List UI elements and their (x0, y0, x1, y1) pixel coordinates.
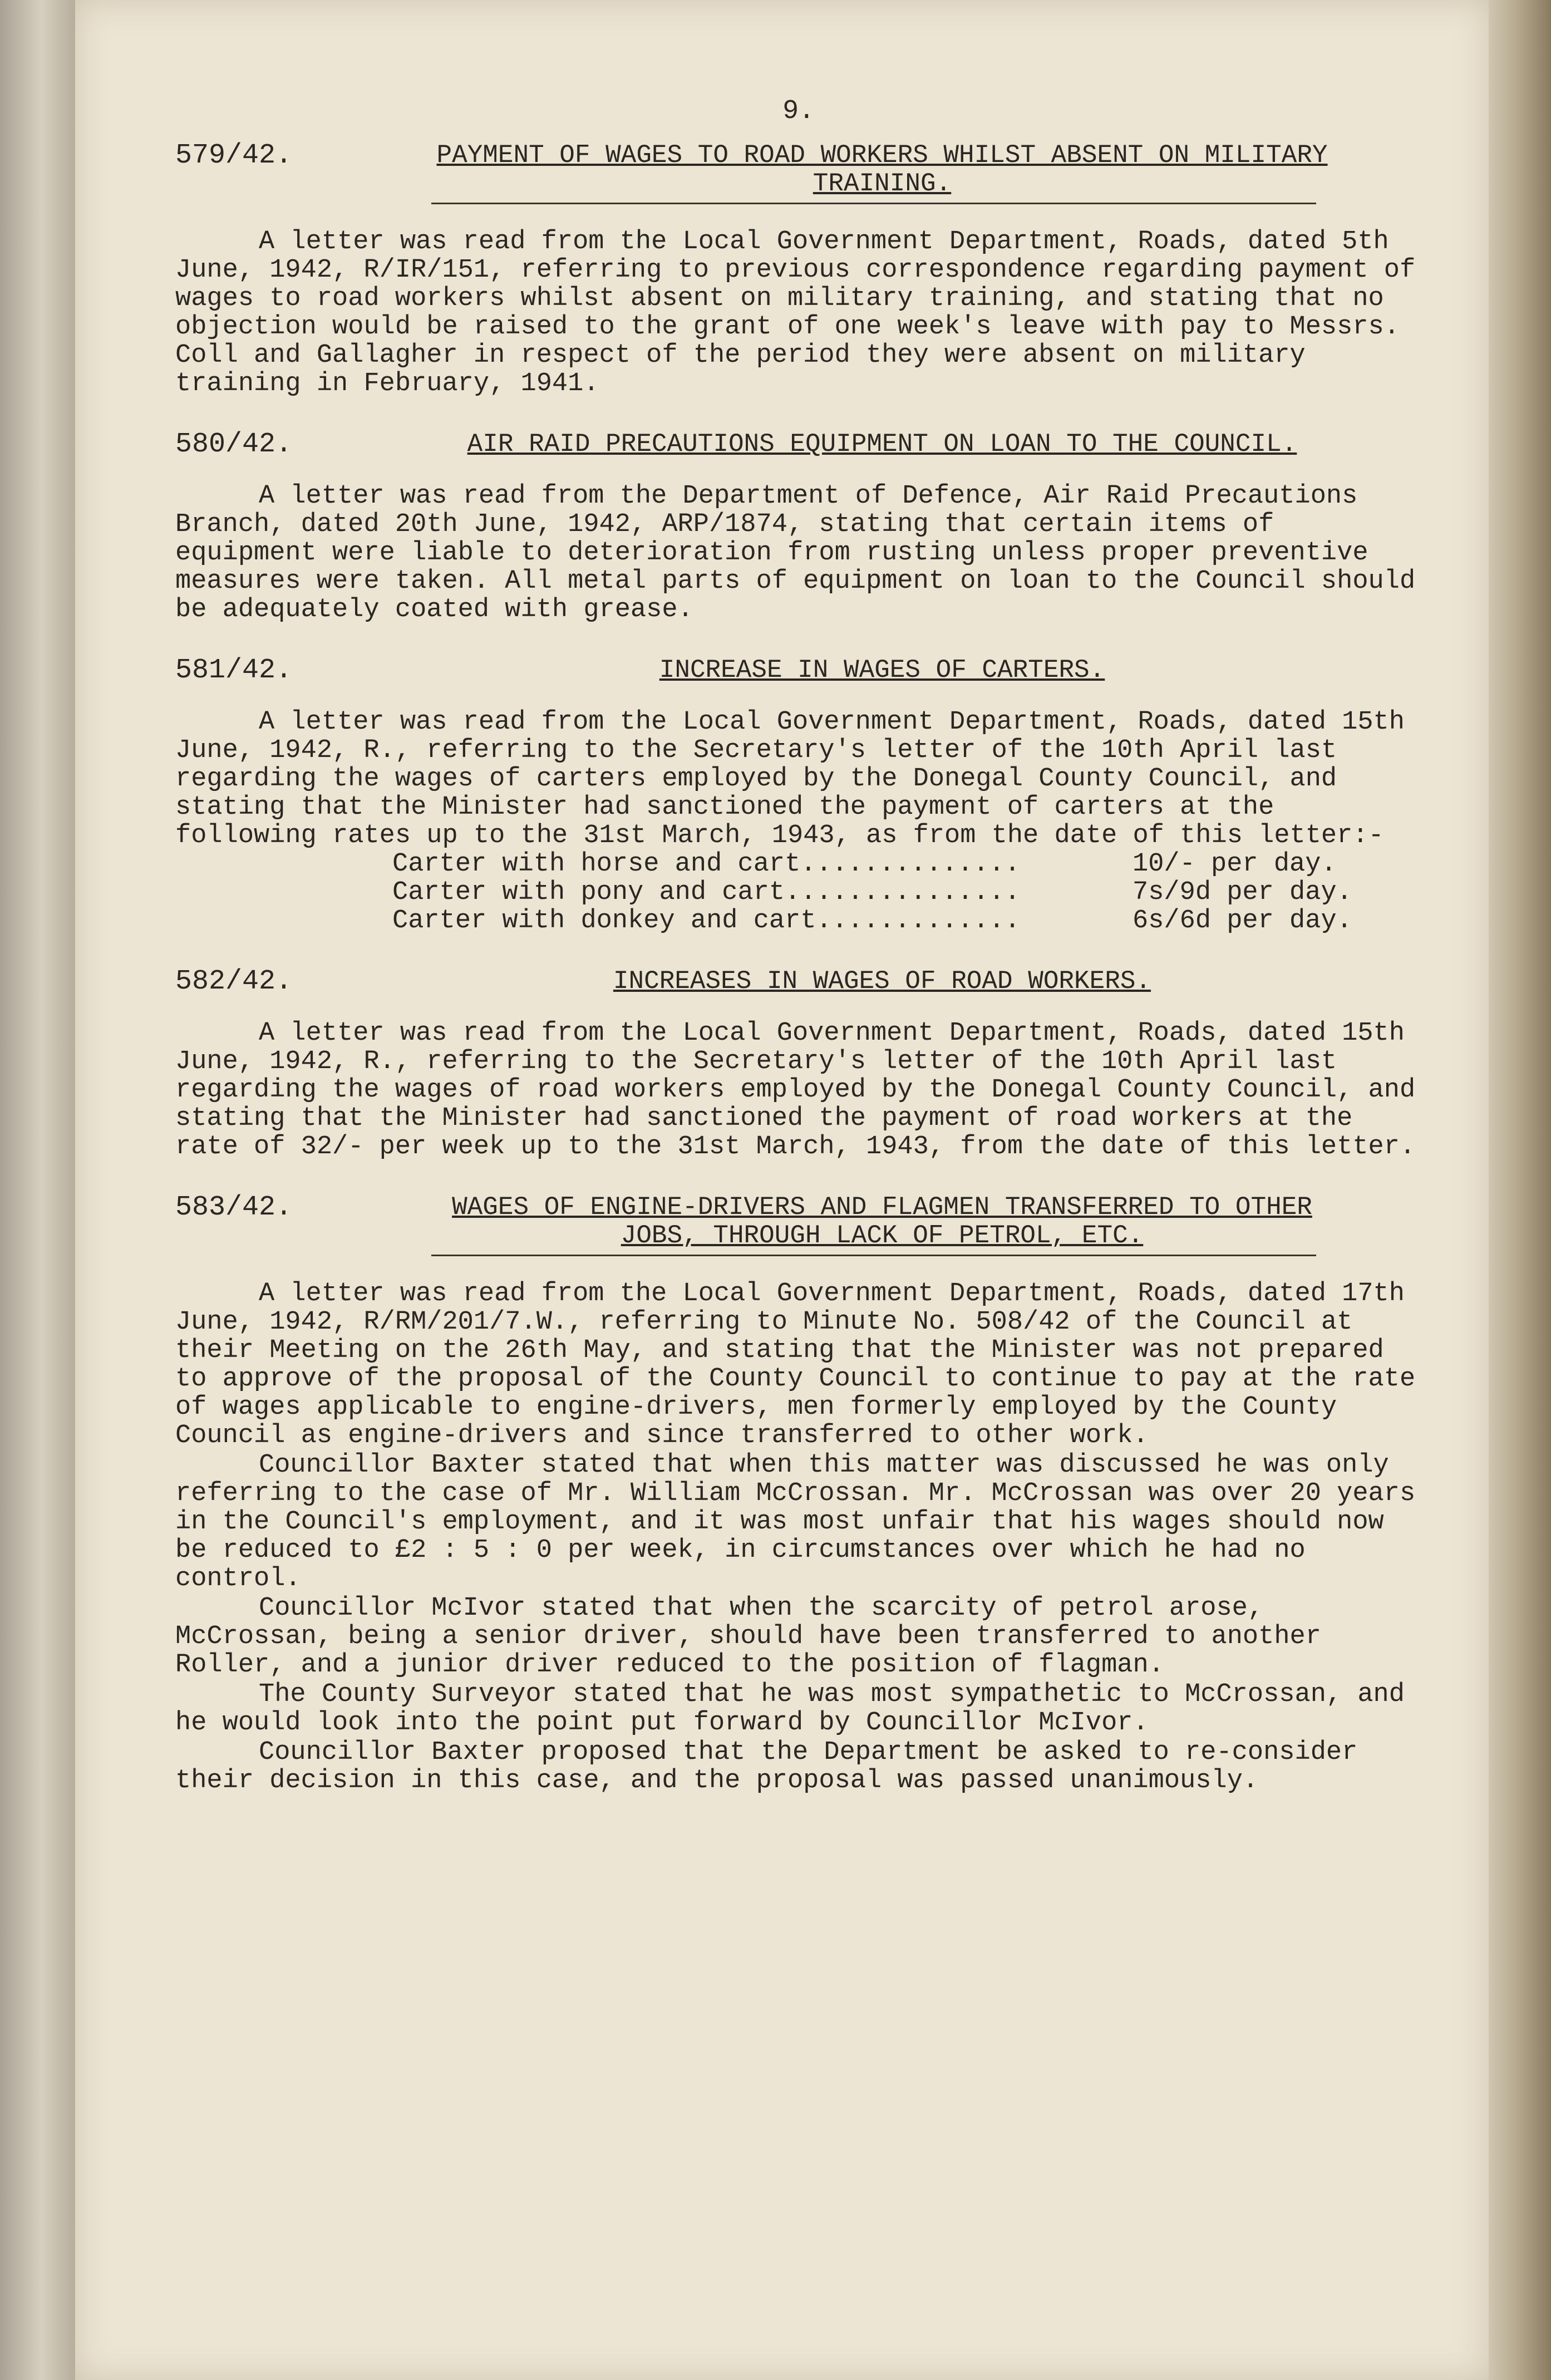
minute-body (175, 482, 1422, 624)
minute-heading (175, 141, 1422, 198)
rate-value: 6s/6d per day. (1133, 906, 1352, 936)
minute-579 (175, 141, 1422, 398)
rate-value: 7s/9d per day. (1133, 878, 1352, 907)
rate-label: Carter with horse and cart.............. (392, 849, 1021, 879)
minute-heading (175, 967, 1422, 996)
rates-table (392, 850, 1422, 935)
minute-582 (175, 967, 1422, 1161)
minute-title: INCREASE IN WAGES OF CARTERS. (659, 656, 1105, 685)
rate-row (392, 850, 1422, 878)
minute-body (175, 1280, 1422, 1795)
page-number: 9. (782, 96, 815, 126)
minute-title: PAYMENT OF WAGES TO ROAD WORKERS WHILST ABSENT ON MILITARY TRAINING. (436, 141, 1328, 198)
rate-label: Carter with donkey and cart............. (392, 906, 1021, 936)
paragraph: The County Surveyor stated that he was most sympathetic to McCrossan, and he would look into the point put forward by Councillor McIvor. (175, 1680, 1405, 1738)
page-content (175, 97, 1422, 1827)
rate-row (392, 907, 1422, 935)
rate-row (392, 878, 1422, 907)
paragraph: A letter was read from the Local Government Department, Roads, dated 15th June, 1942, R., referring to the Secretary's letter of the 10th April last regarding the wages of road workers employed by the Donegal County Council, and stating that the Minister had sanctioned the payment of road workers at the rate of 32/- per week up to the 31st March, 1943, from the date of this letter. (175, 1019, 1416, 1162)
minute-body (175, 228, 1422, 398)
minute-number: 582/42. (175, 966, 293, 997)
book-binding (0, 0, 75, 2380)
minute-title: AIR RAID PRECAUTIONS EQUIPMENT ON LOAN TO THE COUNCIL. (467, 430, 1297, 459)
minute-title: WAGES OF ENGINE-DRIVERS AND FLAGMEN TRANSFERRED TO OTHER JOBS, THROUGH LACK OF PETROL, ETC. (452, 1193, 1312, 1250)
paragraph: Councillor Baxter proposed that the Department be asked to re-consider their decision in this case, and the proposal was passed unanimously. (175, 1738, 1358, 1796)
paragraph: A letter was read from the Local Government Department, Roads, dated 15th June, 1942, R., referring to the Secretary's letter of the 10th April last regarding the wages of carters employed by the Donegal County Council, and stating that the Minister had sanctioned the payment of carters at the following rates up to the 31st March, 1943, as from the date of this letter:- (175, 707, 1405, 850)
title-rule (431, 1255, 1316, 1256)
title-rule (431, 203, 1316, 204)
minute-body (175, 708, 1422, 935)
document-page (75, 0, 1489, 2380)
minute-body (175, 1019, 1422, 1161)
minute-heading (175, 1193, 1422, 1250)
paragraph: Councillor McIvor stated that when the scarcity of petrol arose, McCrossan, being a senior driver, should have been transferred to another Roller, and a junior driver reduced to the position of flagman. (175, 1594, 1321, 1680)
minute-number: 583/42. (175, 1192, 293, 1223)
paragraph: A letter was read from the Department of Defence, Air Raid Precautions Branch, dated 20th June, 1942, ARP/1874, stating that certain items of equipment were liable to deterioration from rusting unless proper preventive measures were taken. All metal parts of equipment on loan to the Council should be adequately coated with grease. (175, 481, 1416, 624)
paragraph: Councillor Baxter stated that when this matter was discussed he was only referring to the case of Mr. William McCrossan. Mr. McCrossan was over 20 years in the Council's employment, and it was most unfair that his wages should now be reduced to £2 : 5 : 0 per week, in circumstances over which he had no control. (175, 1450, 1416, 1594)
minute-number: 579/42. (175, 140, 293, 171)
minute-title: INCREASES IN WAGES OF ROAD WORKERS. (613, 967, 1151, 996)
minute-581 (175, 656, 1422, 935)
minute-heading (175, 430, 1422, 459)
paragraph: A letter was read from the Local Government Department, Roads, dated 5th June, 1942, R/IR/151, referring to previous correspondence regarding payment of wages to road workers whilst absent on military training, and stating that no objection would be raised to the grant of one week's leave with pay to Messrs. Coll and Gallagher in respect of the period they were absent on military training in February, 1941. (175, 227, 1416, 399)
minute-number: 580/42. (175, 429, 293, 460)
minute-number: 581/42. (175, 655, 293, 686)
rate-label: Carter with pony and cart............... (392, 878, 1021, 907)
minute-580 (175, 430, 1422, 624)
page-edge (1489, 0, 1551, 2380)
minute-heading (175, 656, 1422, 685)
paragraph: A letter was read from the Local Government Department, Roads, dated 17th June, 1942, R/RM/201/7.W., referring to Minute No. 508/42 of the Council at their Meeting on the 26th May, and stating that the Minister was not prepared to approve of the proposal of the County Council to continue to pay at the rate of wages applicable to engine-drivers, men formerly employed by the County Council as engine-drivers and since transferred to other work. (175, 1279, 1416, 1450)
minute-583 (175, 1193, 1422, 1795)
rate-value: 10/- per day. (1133, 849, 1337, 879)
